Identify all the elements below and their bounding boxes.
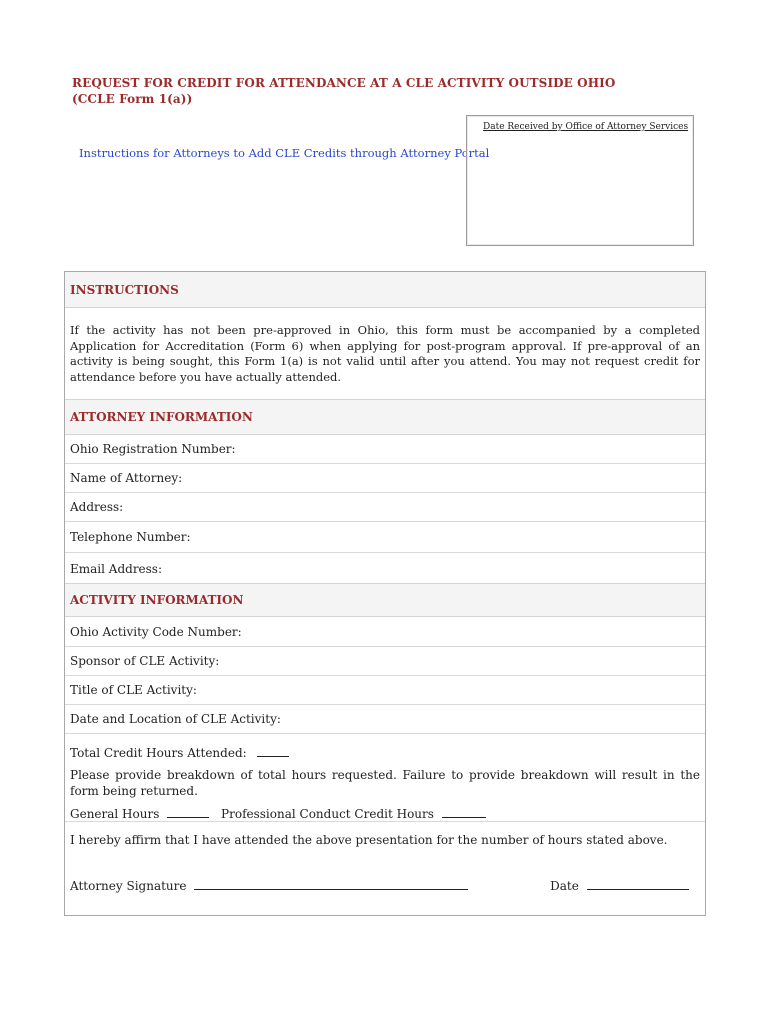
total-hours-label: Total Credit Hours Attended: bbox=[70, 746, 247, 760]
date-blank[interactable] bbox=[587, 877, 689, 890]
instructions-link[interactable]: Instructions for Attorneys to Add CLE Credits through Attorney Portal bbox=[79, 146, 490, 160]
hours-breakdown-row bbox=[65, 805, 705, 822]
activity-info-heading: ACTIVITY INFORMATION bbox=[65, 583, 705, 617]
attorney-name-label: Name of Attorney: bbox=[70, 471, 183, 485]
activity-code-label: Ohio Activity Code Number: bbox=[70, 624, 242, 639]
activity-code-field[interactable] bbox=[65, 617, 705, 647]
attorney-info-heading: ATTORNEY INFORMATION bbox=[65, 399, 705, 435]
email-field[interactable] bbox=[65, 553, 705, 584]
date-label: Date bbox=[550, 879, 579, 893]
signature-blank[interactable] bbox=[194, 877, 468, 890]
telephone-label: Telephone Number: bbox=[70, 530, 191, 544]
form-table bbox=[64, 271, 706, 916]
registration-number-label: Ohio Registration Number: bbox=[70, 442, 236, 456]
total-hours-row bbox=[65, 744, 705, 760]
form-title bbox=[72, 75, 615, 107]
signature-row bbox=[65, 877, 705, 893]
total-hours-blank[interactable] bbox=[257, 744, 289, 757]
signature-label: Attorney Signature bbox=[70, 879, 187, 893]
activity-title-label: Title of CLE Activity: bbox=[70, 683, 197, 697]
affirmation-text: I hereby affirm that I have attended the above presentation for the number of hours stated above. bbox=[70, 833, 668, 847]
professional-conduct-blank[interactable] bbox=[442, 805, 486, 818]
date-location-field[interactable] bbox=[65, 705, 705, 734]
breakdown-note: Please provide breakdown of total hours requested. Failure to provide breakdown will result in the form being returned. bbox=[70, 768, 700, 798]
activity-title-field[interactable] bbox=[65, 676, 705, 705]
address-field[interactable] bbox=[65, 493, 705, 522]
professional-conduct-label: Professional Conduct Credit Hours bbox=[221, 807, 434, 821]
instructions-heading: INSTRUCTIONS bbox=[65, 272, 705, 308]
registration-number-field[interactable] bbox=[65, 435, 705, 464]
date-received-box bbox=[466, 115, 694, 246]
telephone-field[interactable] bbox=[65, 522, 705, 553]
address-label: Address: bbox=[70, 500, 124, 514]
attorney-name-field[interactable] bbox=[65, 464, 705, 493]
sponsor-field[interactable] bbox=[65, 647, 705, 676]
instructions-text: If the activity has not been pre-approved in Ohio, this form must be accompanied by a completed Application for Accreditation (Form 6) when applying for post-program approval. If pre-approval of an activity is being sought, this Form 1(a) is not valid until after you attend. You may not request credit for attendance before you have actually attended. bbox=[70, 323, 700, 384]
title-line-1: REQUEST FOR CREDIT FOR ATTENDANCE AT A CLE ACTIVITY OUTSIDE OHIO bbox=[72, 76, 616, 90]
email-label: Email Address: bbox=[70, 561, 163, 576]
date-location-label: Date and Location of CLE Activity: bbox=[70, 712, 281, 726]
title-line-2: (CCLE Form 1(a)) bbox=[72, 92, 193, 106]
general-hours-label: General Hours bbox=[70, 807, 160, 821]
sponsor-label: Sponsor of CLE Activity: bbox=[70, 654, 220, 668]
general-hours-blank[interactable] bbox=[167, 805, 209, 818]
date-received-label: Date Received by Office of Attorney Services bbox=[483, 122, 689, 132]
